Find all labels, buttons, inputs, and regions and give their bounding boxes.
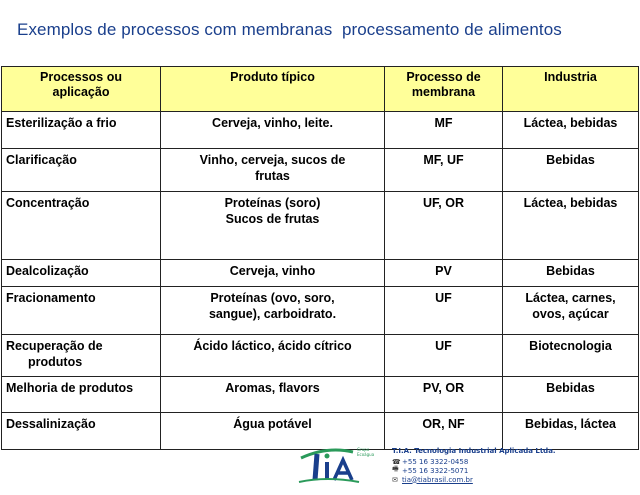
cell-product	[161, 377, 385, 413]
cell-process-text: Esterilização a frio	[6, 116, 117, 130]
cell-product-text: Proteínas (ovo, soro,	[210, 291, 335, 305]
phone-icon: ☎	[392, 457, 401, 466]
cell-membrane-text: PV, OR	[422, 381, 465, 395]
cell-process	[2, 192, 161, 260]
cell-membrane	[385, 192, 503, 260]
cell-process	[2, 149, 161, 192]
membrane-process-table	[1, 66, 639, 450]
cell-product-text: frutas	[255, 169, 290, 183]
cell-membrane	[385, 335, 503, 377]
cell-membrane-text: PV	[435, 264, 452, 278]
cell-product-text: Ácido láctico, ácido cítrico	[193, 339, 352, 353]
cell-product	[161, 149, 385, 192]
cell-process-text: Melhoria de produtos	[6, 381, 134, 395]
cell-product	[161, 287, 385, 335]
header-membrane-line1: Processo de	[406, 70, 481, 84]
cell-industry-text: Bebidas	[546, 381, 595, 395]
header-process-line1: Processos ou	[40, 70, 122, 84]
cell-industry-text: Biotecnologia	[529, 339, 612, 353]
cell-industry-text: Bebidas	[546, 153, 595, 167]
header-process-line2: aplicação	[52, 85, 110, 99]
cell-product-text: Aromas, flavors	[225, 381, 320, 395]
table-header-row	[2, 67, 639, 112]
cell-process	[2, 335, 161, 377]
cell-membrane	[385, 287, 503, 335]
cell-membrane-text: UF	[435, 339, 452, 353]
cell-industry	[503, 192, 639, 260]
cell-industry	[503, 335, 639, 377]
fax-icon: 🖷	[392, 465, 399, 473]
cell-membrane	[385, 377, 503, 413]
cell-membrane	[385, 149, 503, 192]
table-row	[2, 377, 639, 413]
cell-product-text: Sucos de frutas	[225, 212, 320, 226]
header-industry	[503, 67, 639, 112]
cell-product-text: Cerveja, vinho, leite.	[212, 116, 333, 130]
company-email[interactable]: tia@tiabrasil.com.br	[402, 475, 473, 484]
table-row	[2, 335, 639, 377]
email-icon: ✉	[392, 475, 398, 484]
table-row	[2, 287, 639, 335]
cell-product	[161, 112, 385, 149]
header-industry-line1: Industria	[544, 70, 597, 84]
cell-process	[2, 413, 161, 450]
cell-process	[2, 287, 161, 335]
cell-product-text: sangue), carboidrato.	[208, 307, 337, 321]
cell-product-text: Água potável	[233, 417, 312, 431]
cell-product-text: Vinho, cerveja, sucos de	[199, 153, 346, 167]
cell-membrane	[385, 260, 503, 287]
table-row	[2, 112, 639, 149]
table-row	[2, 149, 639, 192]
table-row	[2, 260, 639, 287]
page-title: Exemplos de processos com membranas processamento de alimentos	[17, 20, 562, 39]
header-product-line1: Produto típico	[230, 70, 315, 84]
header-process	[2, 67, 161, 112]
cell-industry-text: Láctea, bebidas	[523, 196, 618, 210]
cell-industry-text: Bebidas	[546, 264, 595, 278]
cell-process	[2, 112, 161, 149]
cell-process-text: Fracionamento	[6, 291, 96, 305]
cell-industry-text: Láctea, carnes,	[525, 291, 616, 305]
logo-small-line1: Grupo	[357, 447, 370, 452]
cell-process-text: Dealcolização	[6, 264, 89, 278]
cell-process-text: produtos	[28, 355, 83, 369]
cell-industry	[503, 149, 639, 192]
header-membrane-line2: membrana	[411, 85, 476, 99]
cell-industry-text: Láctea, bebidas	[523, 116, 618, 130]
header-membrane	[385, 67, 503, 112]
cell-industry	[503, 260, 639, 287]
company-info	[392, 447, 632, 484]
cell-product	[161, 260, 385, 287]
header-product	[161, 67, 385, 112]
cell-membrane	[385, 413, 503, 450]
cell-product	[161, 335, 385, 377]
cell-product-text: Proteínas (soro)	[224, 196, 321, 210]
cell-membrane	[385, 112, 503, 149]
cell-membrane-text: UF, OR	[423, 196, 464, 210]
cell-industry	[503, 413, 639, 450]
company-name: T.I.A. Tecnologia Industrial Aplicada Ltda.	[392, 447, 556, 455]
cell-membrane-text: MF	[434, 116, 453, 130]
company-fax: +55 16 3322-5071	[402, 466, 469, 475]
cell-process	[2, 377, 161, 413]
table-row	[2, 192, 639, 260]
cell-industry-text: Bebidas, láctea	[524, 417, 616, 431]
cell-process-text: Recuperação de	[6, 339, 103, 353]
cell-product	[161, 192, 385, 260]
cell-industry	[503, 287, 639, 335]
cell-membrane-text: OR, NF	[422, 417, 465, 431]
logo-small-line2: Ecoágua	[357, 452, 375, 457]
company-phone: +55 16 3322-0458	[402, 457, 469, 466]
cell-membrane-text: UF	[435, 291, 452, 305]
cell-process-text: Clarificação	[6, 153, 77, 167]
cell-industry-text: ovos, açúcar	[532, 307, 609, 321]
cell-process-text: Concentração	[6, 196, 90, 210]
logo-small-text	[357, 447, 374, 457]
cell-product-text: Cerveja, vinho	[229, 264, 316, 278]
cell-industry	[503, 377, 639, 413]
cell-process-text: Dessalinização	[6, 417, 96, 431]
cell-industry	[503, 112, 639, 149]
cell-process	[2, 260, 161, 287]
cell-membrane-text: MF, UF	[423, 153, 464, 167]
